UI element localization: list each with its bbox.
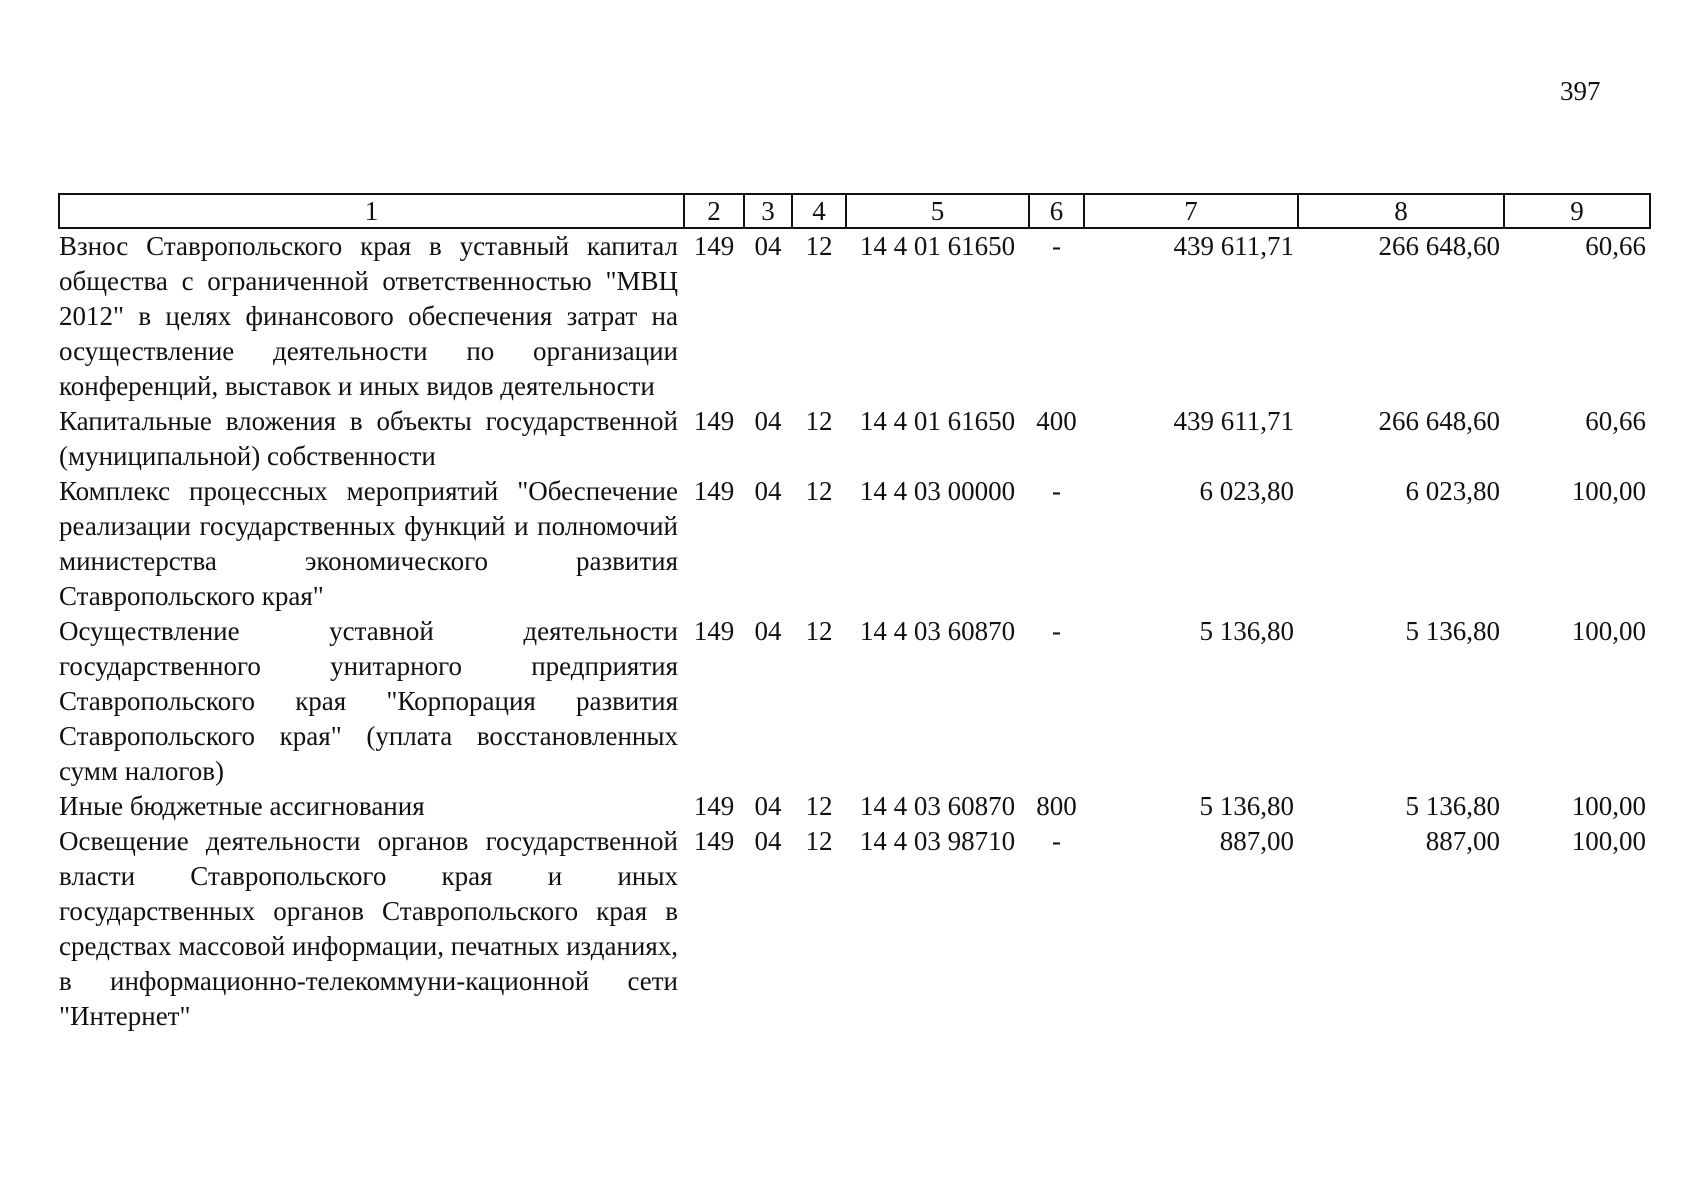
row-description: Иные бюджетные ассигнования [59,791,425,821]
cell-expense-type: - [1052,826,1061,856]
cell-admin-code: 149 [693,616,735,646]
table-row [59,404,1650,474]
cell-admin-code: 149 [693,791,735,821]
cell-target-article: 14 4 03 98710 [859,826,1016,856]
cell-subsection: 12 [805,616,833,646]
table-row [59,824,1650,1034]
cell-planned: 5 136,80 [1199,616,1294,646]
table-row [59,614,1650,789]
cell-section: 04 [754,616,782,646]
row-description: Освещение деятельности органов государственной власти Ставропольского края и иных государственных органов Ставропольского края в средствах массовой информации, печатных изданиях, в информационно-телекоммуни-кационной сети "Интернет" [59,826,678,1031]
page-number: 397 [1560,76,1601,106]
cell-admin-code: 149 [693,826,735,856]
cell-section: 04 [754,826,782,856]
column-header-5: 5 [846,194,1029,228]
cell-expense-type: - [1052,476,1061,506]
cell-target-article: 14 4 03 60870 [859,616,1016,646]
cell-subsection: 12 [805,791,833,821]
cell-subsection: 12 [805,826,833,856]
column-header-3: 3 [744,194,792,228]
row-description: Взнос Ставропольского края в уставный капитал общества с ограниченной ответственностью "МВЦ 2012" в целях финансового обеспечения затрат на осуществление деятельности по организации конференций, выставок и иных видов деятельности [59,231,678,401]
table-row [59,228,1650,404]
budget-table [58,193,1651,1034]
cell-target-article: 14 4 01 61650 [859,231,1016,261]
cell-expense-type: 800 [1036,791,1077,821]
column-header-2: 2 [684,194,744,228]
header-row [59,194,1650,228]
column-header-7: 7 [1084,194,1298,228]
cell-target-article: 14 4 03 00000 [859,476,1016,506]
cell-planned: 6 023,80 [1199,476,1294,506]
cell-admin-code: 149 [693,231,735,261]
cell-planned: 439 611,71 [1173,231,1294,261]
column-header-4: 4 [792,194,846,228]
row-description: Осуществление уставной деятельности государственного унитарного предприятия Ставропольского края "Корпорация развития Ставропольского края" (уплата восстановленных сумм налогов) [59,616,678,786]
cell-executed: 6 023,80 [1405,476,1500,506]
cell-target-article: 14 4 01 61650 [859,406,1016,436]
cell-percent: 60,66 [1585,231,1646,261]
cell-percent: 100,00 [1571,826,1646,856]
cell-percent: 100,00 [1571,476,1646,506]
cell-percent: 60,66 [1585,406,1646,436]
cell-subsection: 12 [805,231,833,261]
cell-admin-code: 149 [693,476,735,506]
cell-executed: 887,00 [1425,826,1500,856]
column-header-6: 6 [1029,194,1084,228]
cell-admin-code: 149 [693,406,735,436]
cell-percent: 100,00 [1571,791,1646,821]
cell-section: 04 [754,406,782,436]
table-header [59,194,1650,228]
cell-planned: 5 136,80 [1199,791,1294,821]
cell-expense-type: 400 [1036,406,1077,436]
cell-target-article: 14 4 03 60870 [859,791,1016,821]
column-header-9: 9 [1504,194,1650,228]
row-description: Капитальные вложения в объекты государственной (муниципальной) собственности [59,406,678,471]
cell-expense-type: - [1052,231,1061,261]
column-header-1: 1 [59,194,684,228]
cell-section: 04 [754,231,782,261]
cell-executed: 5 136,80 [1405,791,1500,821]
cell-planned: 439 611,71 [1173,406,1294,436]
table-body [59,228,1650,1034]
cell-section: 04 [754,791,782,821]
cell-planned: 887,00 [1219,826,1294,856]
column-header-8: 8 [1298,194,1504,228]
cell-executed: 266 648,60 [1378,231,1500,261]
row-description: Комплекс процессных мероприятий "Обеспечение реализации государственных функций и полномочий министерства экономического развития Ставропольского края" [59,476,678,611]
cell-subsection: 12 [805,476,833,506]
cell-percent: 100,00 [1571,616,1646,646]
cell-executed: 5 136,80 [1405,616,1500,646]
cell-expense-type: - [1052,616,1061,646]
cell-section: 04 [754,476,782,506]
table-row [59,474,1650,614]
cell-subsection: 12 [805,406,833,436]
cell-executed: 266 648,60 [1378,406,1500,436]
table-row [59,789,1650,824]
